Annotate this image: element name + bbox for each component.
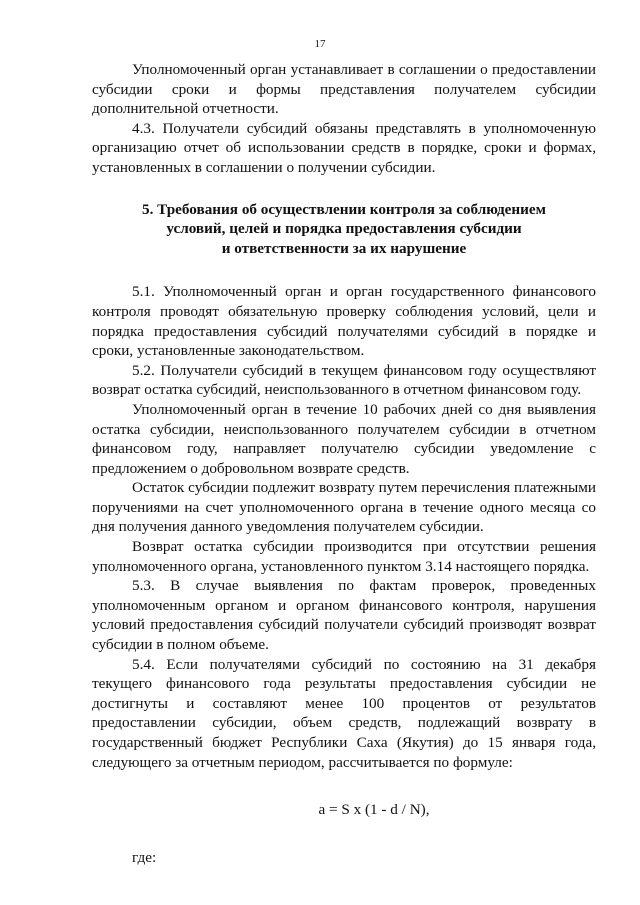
paragraph: Уполномоченный орган устанавливает в соглашении о предоставлении субсидии сроки и формы представления получателем субсидии дополнительной отчетности. [92, 61, 596, 118]
paragraph: 5.3. В случае выявления по фактам проверок, проведенных уполномоченным органом и органом финансового контроля, нарушения условий предоставления субсидий получатели субсидий производят возврат субсидии в полном объеме. [92, 577, 596, 654]
page-number: 17 [314, 38, 326, 50]
section-heading [92, 200, 596, 259]
paragraph: 5.4. Если получателями субсидий по состоянию на 31 декабря текущего финансового года результаты предоставления субсидии не достигнуты и составляют менее 100 процентов от результатов предоставлении субсидии, объем средств, подлежащий возврату в государственный бюджет Республики Саха (Якутия) до 15 января года, следующего за отчетным периодом, рассчитывается по формуле: [92, 655, 596, 771]
document-body [92, 60, 596, 867]
where-label: где: [132, 848, 157, 866]
section-heading-line: и ответственности за их нарушение [221, 239, 467, 257]
section-heading-line: 5. Требования об осуществлении контроля за соблюдением [141, 200, 547, 218]
paragraph: 5.2. Получатели субсидий в текущем финансовом году осуществляют возврат остатка субсидий, неиспользованного в отчетном финансовом году. [92, 361, 596, 399]
section-heading-line: условий, целей и порядка предоставления субсидии [166, 220, 522, 238]
paragraph: 5.1. Уполномоченный орган и орган государственного финансового контроля проводят обязательную проверку соблюдения условий, цели и порядка предоставления субсидий получателями субсидий в порядке и сроки, установленные законодательством. [92, 283, 596, 360]
paragraph: Уполномоченный орган в течение 10 рабочих дней со дня выявления остатка субсидии, неиспользованного получателем субсидии в отчетном финансовом году, направляет получателю субсидии уведомление с предложением о добровольном возврате средств. [92, 400, 596, 477]
paragraph: 4.3. Получатели субсидий обязаны представлять в уполномоченную организацию отчет об использовании средств в порядке, сроки и формах, установленных в соглашении о получении субсидии. [92, 119, 596, 176]
formula: a = S x (1 - d / N), [318, 801, 430, 819]
paragraph: Остаток субсидии подлежит возврату путем перечисления платежными поручениями на счет уполномоченного органа в течение одного месяца со дня получения данного уведомления получателем субсидии. [92, 479, 596, 536]
paragraph: Возврат остатка субсидии производится при отсутствии решения уполномоченного органа, установленного пунктом 3.14 настоящего порядка. [92, 538, 596, 575]
